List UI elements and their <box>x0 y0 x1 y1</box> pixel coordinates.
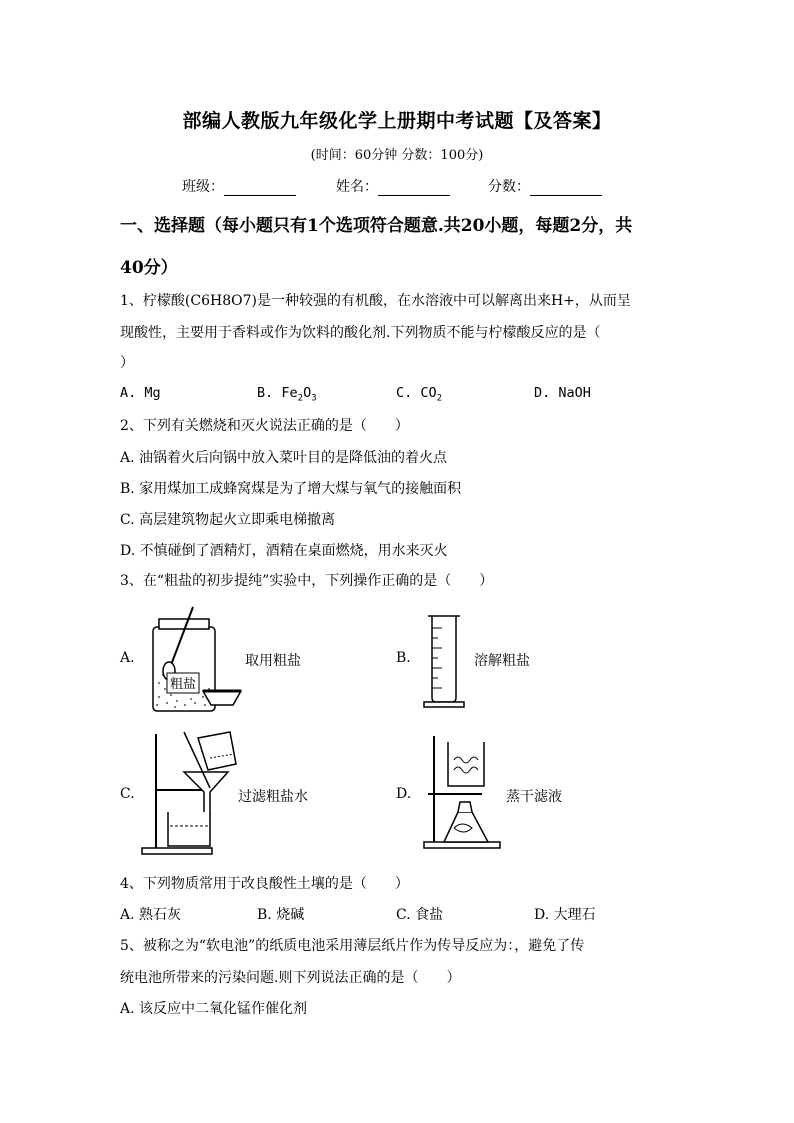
filtration-illustration <box>140 728 240 858</box>
q2-option-b: B. 家用煤加工成蜂窝煤是为了增大煤与氧气的接触面积 <box>120 481 462 497</box>
q4-option-d: D. 大理石 <box>534 907 596 923</box>
name-label: 姓名： <box>336 179 378 195</box>
q4-option-c: C. 食盐 <box>396 907 444 923</box>
q2-option-c: C. 高层建筑物起火立即乘电梯撤离 <box>120 512 336 528</box>
class-blank <box>224 181 296 196</box>
q5-option-a: A. 该反应中二氧化锰作催化剂 <box>120 1001 308 1017</box>
q3-option-a-letter: A. <box>120 650 135 666</box>
q5-stem: 5、被称之为“软电池”的纸质电池采用薄层纸片作为传导反应为：，避免了传 <box>120 938 585 954</box>
q2-stem: 2、下列有关燃烧和灭火说法正确的是（ ） <box>120 418 409 434</box>
q1-option-d: D. NaOH <box>534 385 591 401</box>
q1-option-a: A. Mg <box>120 385 161 401</box>
q1-stem-end: ） <box>120 355 134 371</box>
section-heading: 一、选择题（每小题只有1个选项符合题意.共20小题，每题2分，共 <box>120 216 633 236</box>
q3-option-d-text: 蒸干滤液 <box>506 789 562 805</box>
score-label: 分数： <box>488 179 530 195</box>
class-field <box>182 176 296 196</box>
name-field <box>336 176 450 196</box>
q1-option-b: B. $Fe_2O_3$ <box>257 385 317 404</box>
graduated-cylinder-illustration <box>418 610 468 710</box>
q1-stem: 1、柠檬酸(C6H8O7)是一种较强的有机酸，在水溶液中可以解离出来H+，从而呈 <box>120 293 631 309</box>
q5-stem-cont: 统电池所带来的污染问题.则下列说法正确的是（ ） <box>120 970 461 986</box>
q4-option-b: B. 烧碱 <box>257 907 305 923</box>
q2-option-a: A. 油锅着火后向锅中放入菜叶目的是降低油的着火点 <box>120 450 448 466</box>
q3-option-d-letter: D. <box>396 786 412 802</box>
q3-option-b-text: 溶解粗盐 <box>474 653 530 669</box>
score-blank <box>530 181 602 196</box>
q3-option-b-letter: B. <box>396 650 411 666</box>
q3-option-a-text: 取用粗盐 <box>245 653 301 669</box>
q3-option-c-text: 过滤粗盐水 <box>238 789 308 805</box>
salt-jar-illustration <box>145 605 255 715</box>
q3-stem: 3、在“粗盐的初步提纯”实验中，下列操作正确的是（ ） <box>120 573 494 589</box>
name-blank <box>378 181 450 196</box>
class-label: 班级： <box>182 179 224 195</box>
section-heading-cont: 40分） <box>120 258 178 278</box>
page-title: 部编人教版九年级化学上册期中考试题【及答案】 <box>182 110 612 132</box>
exam-meta: (时间：60分钟 分数：100分) <box>310 148 484 163</box>
evaporation-illustration <box>420 732 504 856</box>
q4-option-a: A. 熟石灰 <box>120 907 182 923</box>
score-field <box>488 176 602 196</box>
q2-option-d: D. 不慎碰倒了酒精灯，酒精在桌面燃烧，用水来灭火 <box>120 543 448 559</box>
salt-jar-label: 粗盐 <box>169 677 197 692</box>
q3-option-c-letter: C. <box>120 786 135 802</box>
q4-stem: 4、下列物质常用于改良酸性土壤的是（ ） <box>120 876 409 892</box>
q1-stem-cont: 现酸性，主要用于香料或作为饮料的酸化剂.下列物质不能与柠檬酸反应的是（ <box>120 325 601 341</box>
q1-option-c: C. $CO_2$ <box>396 385 443 404</box>
